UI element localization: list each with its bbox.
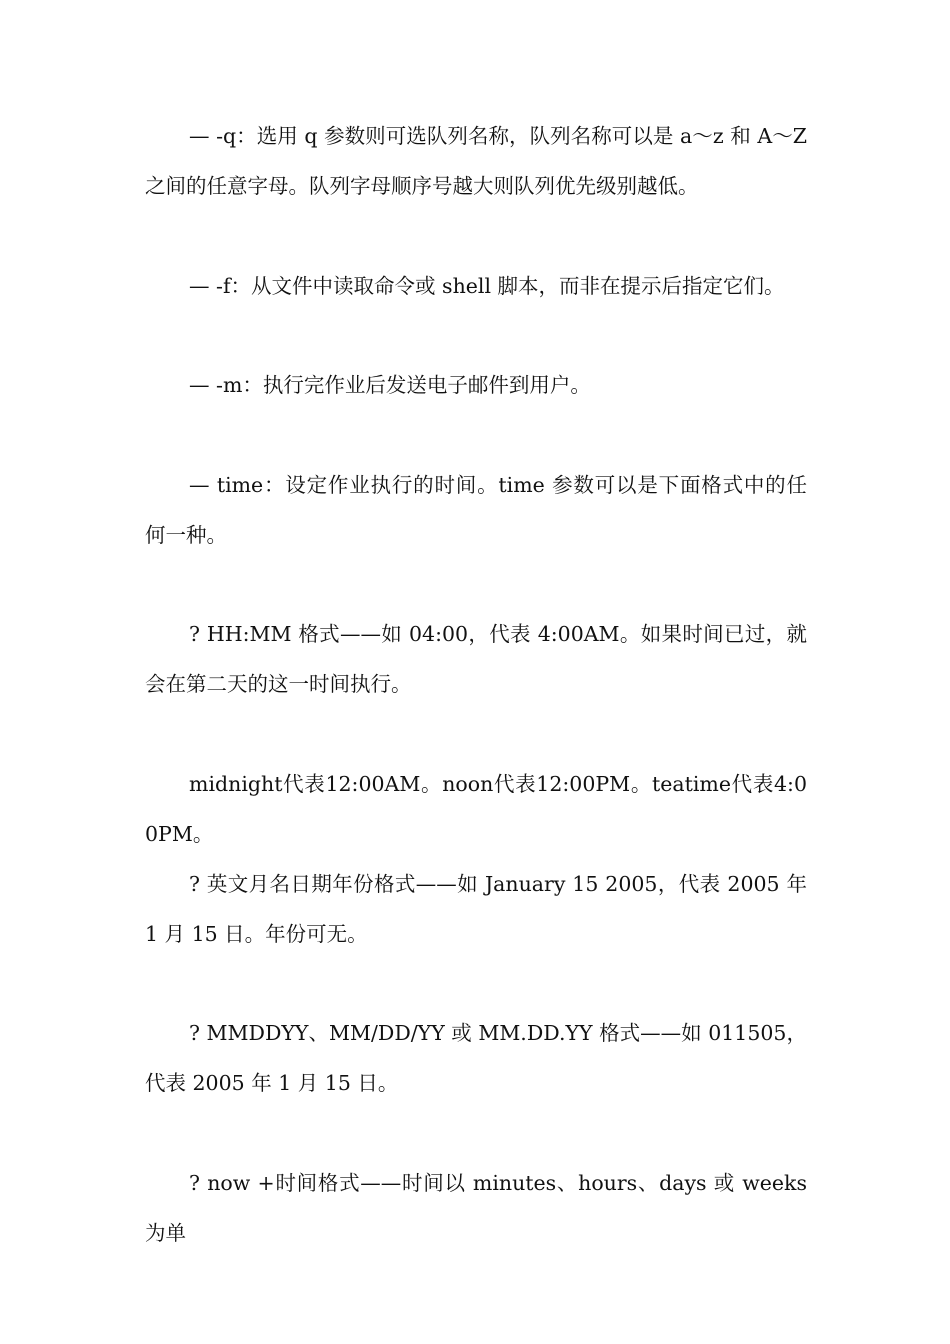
paragraph-hhmm-format: ? HH:MM 格式——如 04:00，代表 4:00AM。如果时间已过，就会在第二天的这一时间执行。 — [145, 622, 807, 696]
paragraph-f-option: — -f：从文件中读取命令或 shell 脚本，而非在提示后指定它们。 — [189, 274, 785, 298]
paragraph-month-name-format: ? 英文月名日期年份格式——如 January 15 2005，代表 2005 年 1 月 15 日。年份可无。 — [145, 872, 807, 946]
paragraph-mmddyy-format: ? MMDDYY、MM/DD/YY 或 MM.DD.YY 格式——如 011505，代表 2005 年 1 月 15 日。 — [145, 1021, 807, 1095]
paragraph-now-plus-format: ? now +时间格式——时间以 minutes、hours、days 或 weeks 为单 — [145, 1171, 807, 1245]
paragraph-time-option: — time：设定作业执行的时间。time 参数可以是下面格式中的任何一种。 — [145, 473, 807, 547]
paragraph-q-option: — -q：选用 q 参数则可选队列名称，队列名称可以是 a～z 和 A～Z 之间的任意字母。队列字母顺序号越大则队列优先级别越低。 — [145, 124, 807, 198]
paragraph-m-option: — -m：执行完作业后发送电子邮件到用户。 — [189, 373, 591, 397]
paragraph-named-times: midnight代表12:00AM。noon代表12:00PM。teatime代表4:00PM。 — [145, 772, 807, 846]
